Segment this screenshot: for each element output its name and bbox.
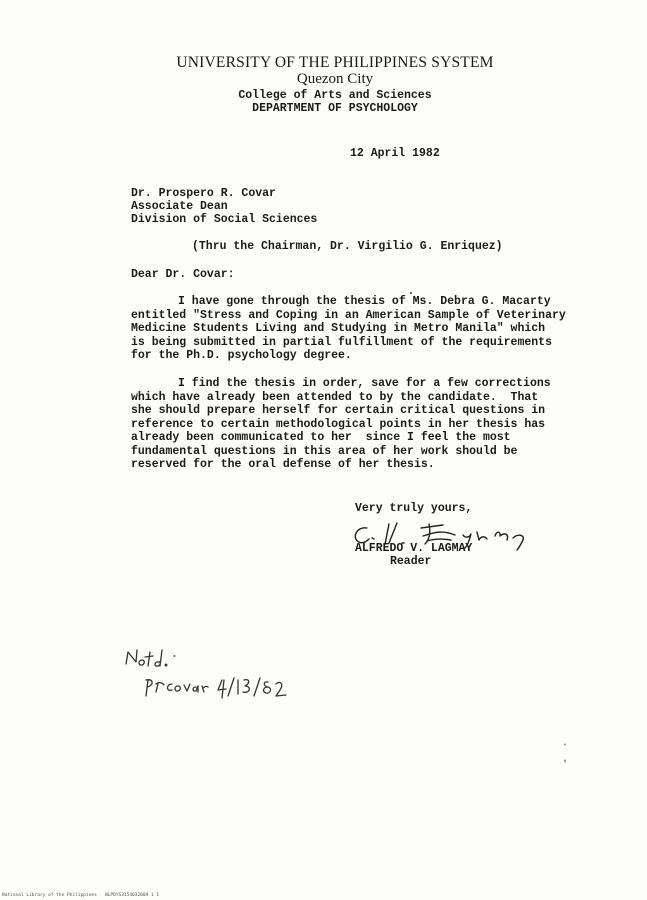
paragraph-line: which have already been attended to by the candidate. That [131, 391, 539, 404]
paragraph-line: reference to certain methodological points in her thesis has [131, 418, 546, 431]
recipient-title: Associate Dean [131, 200, 228, 213]
closing: Very truly yours, [355, 502, 473, 515]
margin-mark [560, 742, 570, 766]
paragraph-line: she should prepare herself for certain critical questions in [131, 404, 546, 417]
paragraph-line: fundamental questions in this area of her work should be [131, 445, 518, 458]
paragraph-line: Medicine Students Living and Studying in Metro Manila" which [131, 322, 546, 335]
recipient-division: Division of Social Sciences [131, 213, 318, 226]
university-city: Quezon City [296, 71, 374, 87]
paragraph-line: already been communicated to her since I feel the most [131, 431, 511, 444]
paragraph-line: reserved for the oral defense of her thesis. [131, 458, 435, 471]
salutation: Dear Dr. Covar: [131, 268, 235, 281]
paragraph-line: I find the thesis in order, save for a few corrections [178, 377, 551, 390]
paragraph-line: entitled "Stress and Coping in an American Sample of Veterinary [131, 309, 566, 322]
signer-name: ALFREDO V. LAGMAY [355, 542, 473, 555]
paragraph-line: I have gone through the thesis of Ms. Debra G. Macarty [178, 295, 551, 308]
thru-line: (Thru the Chairman, Dr. Virgilio G. Enriquez) [192, 240, 503, 253]
paragraph-line: for the Ph.D. psychology degree. [131, 349, 352, 362]
signer-role: Reader [390, 555, 432, 568]
college-name: College of Arts and Sciences [238, 89, 432, 102]
archive-footer: National Library of the Philippines NLPDYS3154032009 1 1 [2, 893, 160, 898]
university-name: UNIVERSITY OF THE PHILIPPINES SYSTEM [176, 54, 494, 71]
recipient-name: Dr. Prospero R. Covar [131, 187, 276, 200]
handwritten-approval-note [122, 640, 312, 708]
department-name: DEPARTMENT OF PSYCHOLOGY [252, 102, 418, 115]
letter-date: 12 April 1982 [350, 147, 440, 160]
margin-dot [408, 290, 414, 296]
paragraph-line: is being submitted in partial fulfillment of the requirements [131, 336, 552, 349]
